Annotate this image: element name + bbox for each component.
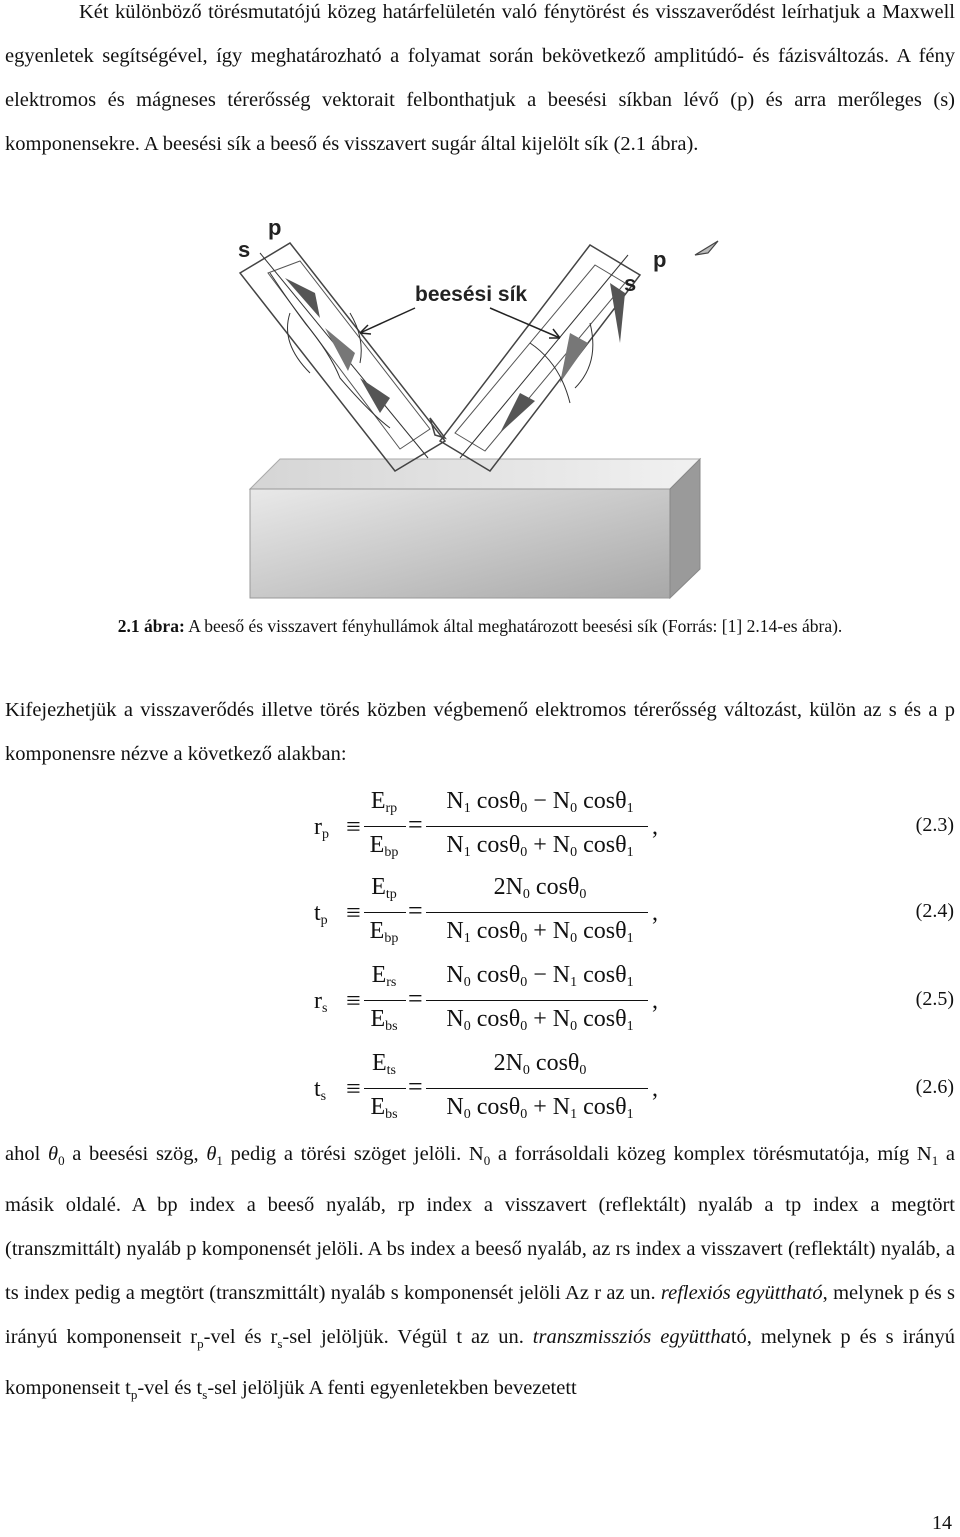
equations-intro-paragraph: Kifejezhetjük a visszaverődés illetve törés közben végbemenő elektromos térerősség változást, külön az s és a p komponensre nézve a következő alakban: bbox=[5, 699, 955, 765]
s-label-right: s bbox=[624, 271, 637, 296]
figure-caption bbox=[0, 614, 960, 638]
eq-fresnel-numerator: $2N_0$ cosθ$_0$ bbox=[493, 874, 587, 902]
equation-2-4: $t_p$ ≡ $E_{tp}$ $E_{bp}$ = $2N_0$ cosθ$_0$ $N_1$ $\cos\theta_0 + N_0$ cosθ$_1$ , (2.4) bbox=[314, 874, 954, 946]
eq-fresnel-denominator: $N_1$ $\cos\theta_0 + N_0$ cosθ$_1$ bbox=[446, 918, 634, 946]
eq-fresnel-denominator: $N_0$ $\cos\theta_0 + N_1$ cosθ$_1$ bbox=[446, 1094, 634, 1122]
eq-fresnel-numerator: $N_1$ $\cos\theta_0 - N_0$ cosθ$_1$ bbox=[446, 788, 634, 816]
intro-paragraph: Két különböző törésmutatójú közeg határfelületén való fénytörést és visszaverődést leírhatjuk a Maxwell egyenletek segítségével, így meghatározható a folyamat során bekövetkező amplitúdó- és fázisváltozás. A fény elektromos és mágneses térerősség vektorait felbonthatjuk a beesési síkban lévő (p) és arra merőleges (s) komponensekre. A beesési sík a beeső és visszavert sugár által kijelölt sík (2.1 ábra). bbox=[5, 1, 955, 155]
equation-number: (2.3) bbox=[915, 814, 954, 836]
eq-ratio-denominator: $E_{bs}$ bbox=[370, 1006, 398, 1034]
p-label-left: p bbox=[268, 215, 282, 240]
eq-lhs: $r_p$ bbox=[314, 814, 329, 842]
incidence-plane-figure bbox=[230, 213, 730, 601]
equation-number: (2.4) bbox=[915, 900, 954, 922]
eq-ratio-numerator: $E_{ts}$ bbox=[371, 1050, 396, 1078]
equation-2-5: $r_s$ ≡ $E_{rs}$ $E_{bs}$ = $N_0$ $\cos\theta_0 - N_1$ cosθ$_1$ $N_0$ $\cos\theta_0 + N_0$ cosθ$_1$ , (2.5) bbox=[314, 962, 954, 1034]
equation-2-3: $r_p$ ≡ $E_{rp}$ $E_{bp}$ = $N_1$ $\cos\theta_0 - N_0$ cosθ$_1$ $N_1$ $\cos\theta_0 + N_0$ cosθ$_1$ , (2.3) bbox=[314, 788, 954, 860]
eq-ratio-denominator: $E_{bp}$ bbox=[369, 832, 399, 860]
eq-fresnel-denominator: $N_0$ $\cos\theta_0 + N_0$ cosθ$_1$ bbox=[446, 1006, 634, 1034]
caption-text: A beeső és visszavert fényhullámok által meghatározott beesési sík (Forrás: [1] 2.14-es ábra). bbox=[184, 616, 843, 636]
glass-block bbox=[250, 459, 700, 598]
eq-ratio-numerator: $E_{tp}$ bbox=[371, 874, 397, 902]
p-label-right: p bbox=[653, 247, 667, 272]
incident-beam bbox=[240, 243, 445, 471]
equation-number: (2.5) bbox=[915, 988, 954, 1010]
eq-ratio-denominator: $E_{bs}$ bbox=[370, 1094, 398, 1122]
eq-ratio-denominator: $E_{bp}$ bbox=[369, 918, 399, 946]
s-label-left: s bbox=[238, 237, 251, 262]
eq-lhs: $t_p$ bbox=[314, 900, 328, 928]
plane-arrow-right bbox=[490, 308, 560, 338]
page-number: 14 bbox=[932, 1512, 952, 1534]
eq-lhs: $r_s$ bbox=[314, 988, 328, 1016]
incoming-arrow-icon bbox=[430, 418, 445, 438]
plane-arrow-left bbox=[360, 308, 415, 333]
reflected-beam bbox=[440, 245, 640, 471]
equation-number: (2.6) bbox=[915, 1076, 954, 1098]
equation-2-6: $t_s$ ≡ $E_{ts}$ $E_{bs}$ = $2N_0$ cosθ$_0$ $N_0$ $\cos\theta_0 + N_1$ cosθ$_1$ , (2.6) bbox=[314, 1050, 954, 1122]
explanation-paragraph: ahol $\theta_0$ a beesési szög, $\theta_1$ pedig a törési szöget jelöli. $N_0$ a forrásoldali közeg komplex törésmutatója, míg $N_1$ a másik oldalé. A bp index a beeső nyaláb, rp index a visszavert (reflektált) nyaláb a tp index a megtört (transzmittált) nyaláb p komponensét jelöli. A bs index a beeső nyaláb, az rs index a visszavert (reflektált) nyaláb, a ts index pedig a megtört (transzmittált) nyaláb s komponensét jelöli Az r az un. reflexiós együttható, melynek p és s irányú komponenseit $r_p$-vel és $r_s$-sel jelöljük. Végül t az un. transzmissziós együttható, melynek p és s irányú komponenseit $t_p$-vel és $t_s$-sel jelöljük A fenti egyenletekben bevezetett bbox=[5, 1143, 955, 1403]
eq-ratio-numerator: $E_{rp}$ bbox=[370, 788, 398, 816]
eq-ratio-numerator: $E_{rs}$ bbox=[371, 962, 397, 990]
eq-fresnel-numerator: $2N_0$ cosθ$_0$ bbox=[493, 1050, 587, 1078]
transmission-coefficient-term: transzmissziós együttha bbox=[532, 1326, 731, 1349]
outgoing-arrow-icon bbox=[695, 241, 718, 255]
plane-label: beesési sík bbox=[415, 283, 528, 306]
eq-fresnel-numerator: $N_0$ $\cos\theta_0 - N_1$ cosθ$_1$ bbox=[446, 962, 634, 990]
caption-label: 2.1 ábra: bbox=[117, 616, 185, 636]
reflection-coefficient-term: reflexiós együttható bbox=[660, 1282, 823, 1305]
eq-fresnel-denominator: $N_1$ $\cos\theta_0 + N_0$ cosθ$_1$ bbox=[446, 832, 634, 860]
eq-lhs: $t_s$ bbox=[314, 1076, 327, 1104]
